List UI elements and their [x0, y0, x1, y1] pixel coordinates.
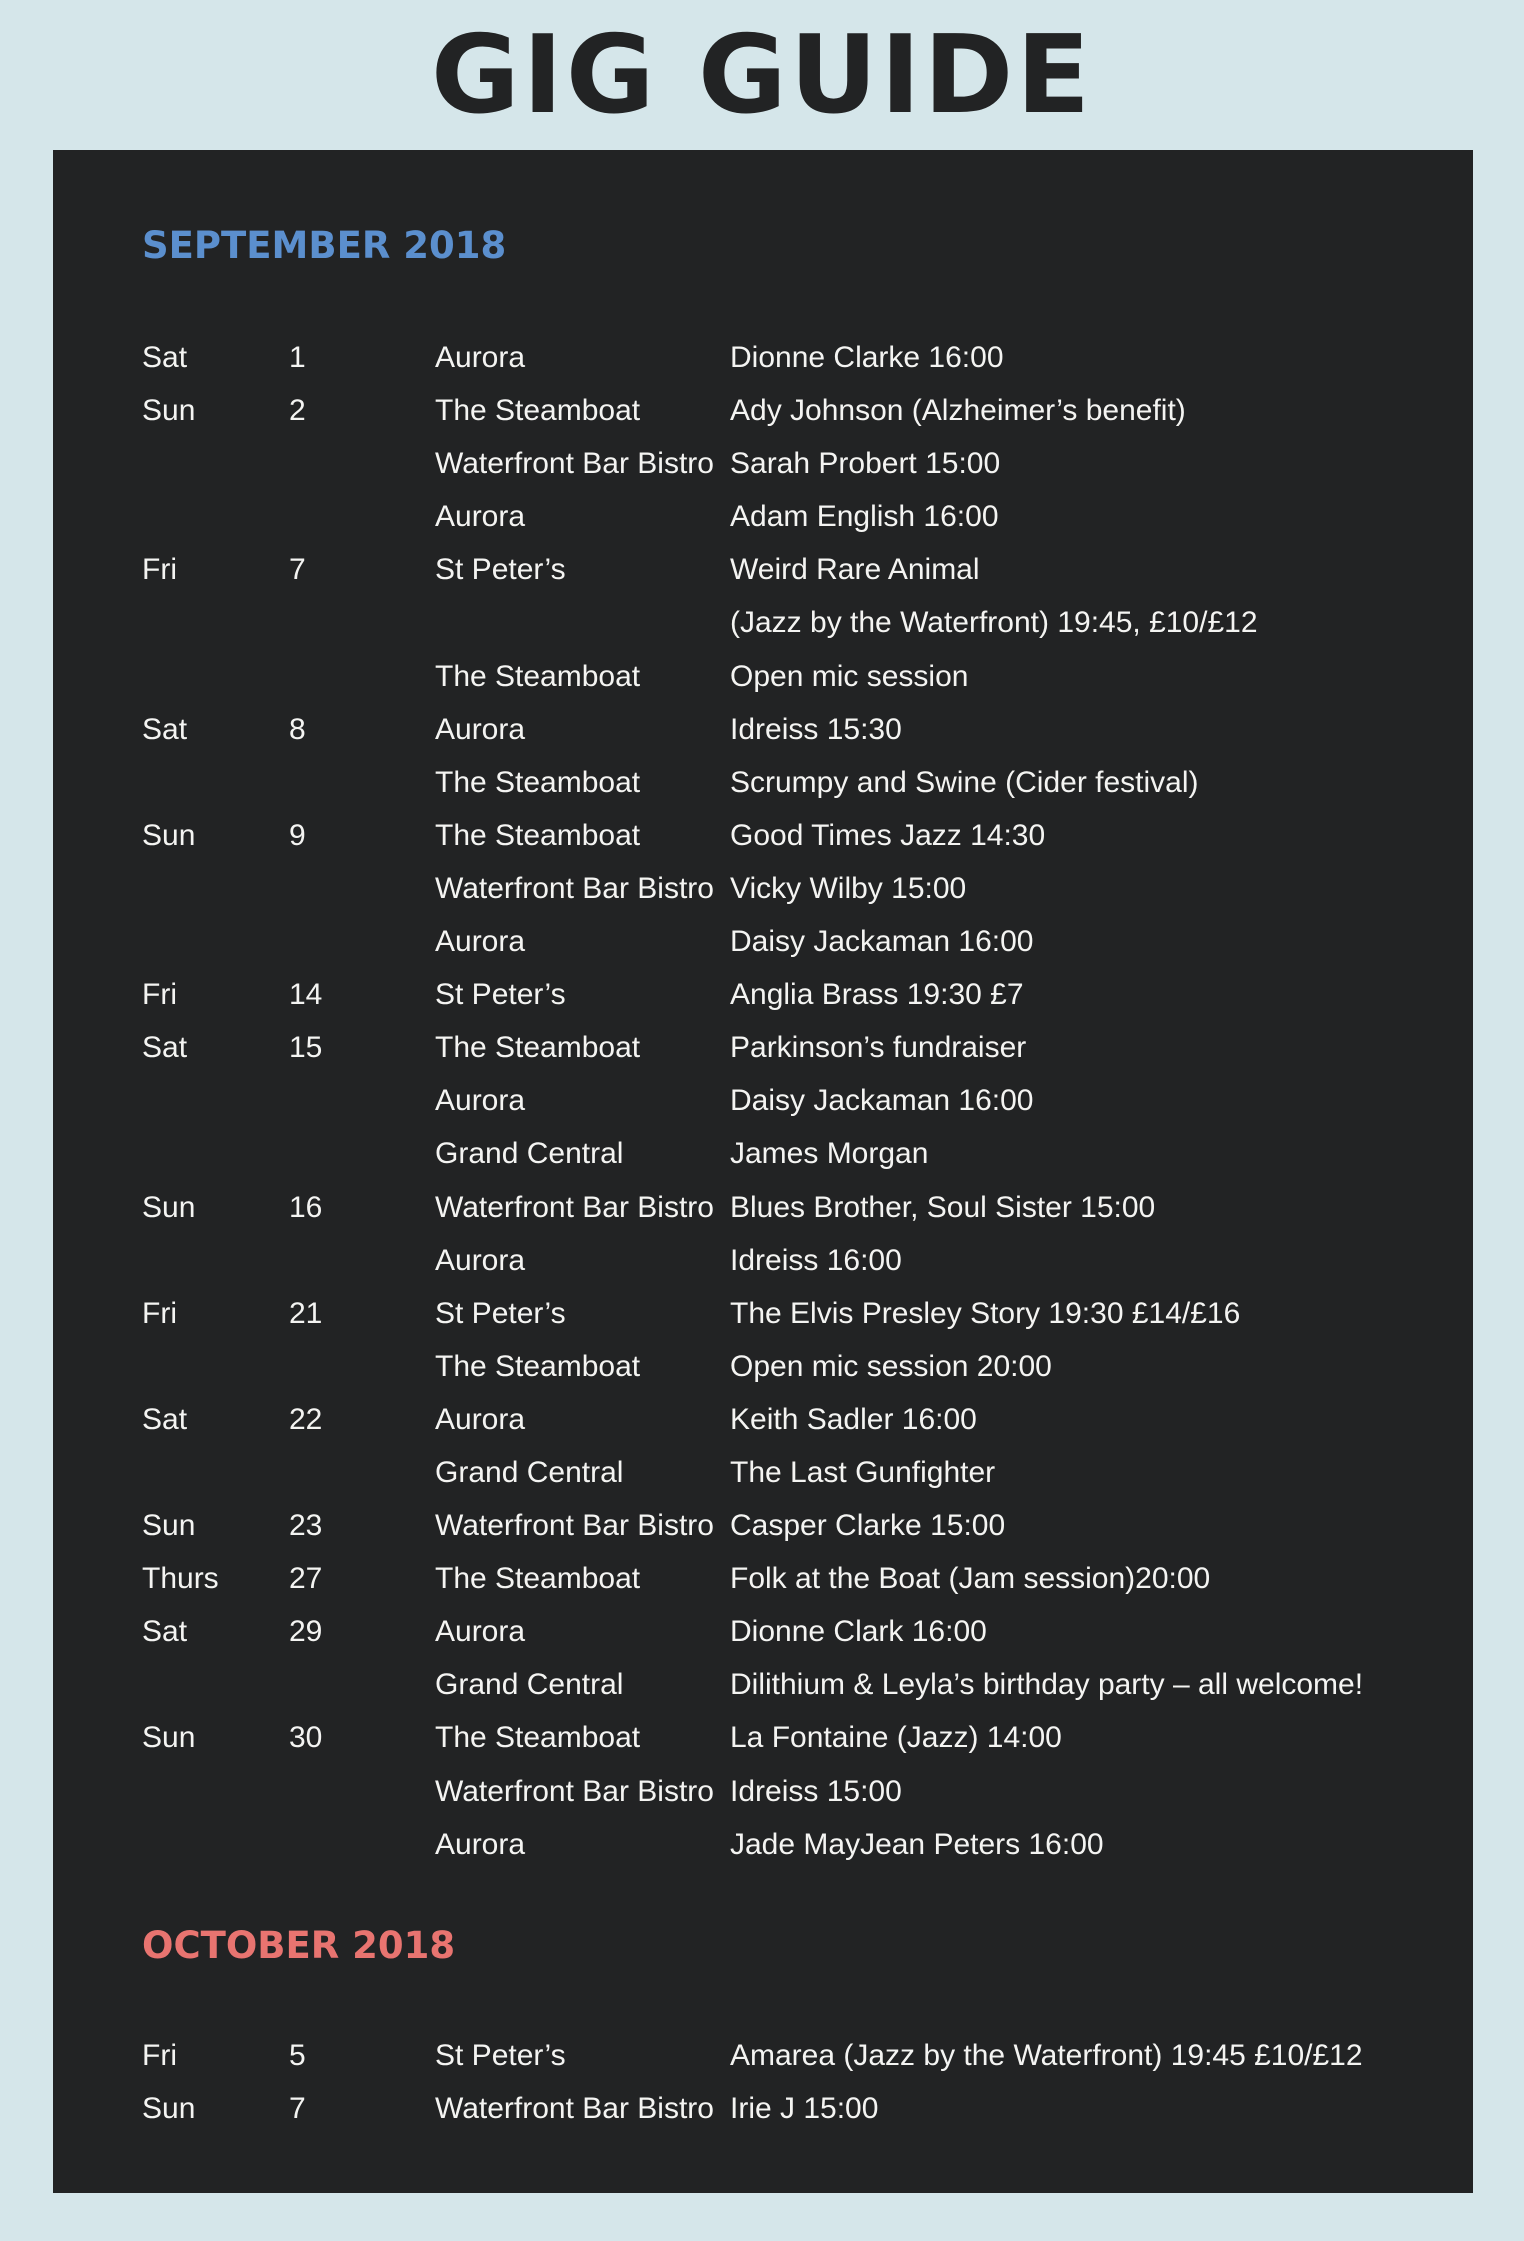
gig-venue: Aurora	[435, 1615, 526, 1649]
gig-day: Sat	[142, 1031, 188, 1065]
gig-row	[53, 1127, 1473, 1180]
gig-act: Dilithium & Leyla’s birthday party – all welcome!	[730, 1668, 1364, 1702]
gig-venue: St Peter’s	[435, 2039, 566, 2072]
gig-date: 30	[289, 1721, 323, 1755]
october-gig-list	[53, 2029, 1473, 2135]
gig-day: Sat	[142, 1402, 188, 1436]
gig-act: Irie J 15:00	[730, 2092, 879, 2126]
gig-act: Sarah Probert 15:00	[730, 447, 1001, 481]
gig-row	[53, 1393, 1473, 1446]
gig-act: Idreiss 15:00	[730, 1774, 902, 1808]
page-title: GIG GUIDE	[430, 13, 1094, 138]
gig-row	[53, 1446, 1473, 1499]
gig-date: 14	[289, 978, 323, 1012]
september-gig-list	[53, 331, 1473, 1871]
gig-act: Daisy Jackaman 16:00	[730, 1084, 1034, 1118]
gig-act: Idreiss 16:00	[730, 1243, 902, 1277]
gig-act: (Jazz by the Waterfront) 19:45, £10/£12	[730, 606, 1258, 640]
gig-venue: Grand Central	[435, 1668, 624, 1702]
gig-venue: Aurora	[435, 925, 526, 959]
gig-act: Idreiss 15:30	[730, 712, 902, 746]
gig-date: 27	[289, 1562, 323, 1596]
gig-row	[53, 1234, 1473, 1287]
gig-venue: The Steamboat	[435, 1031, 641, 1065]
gig-date: 2	[289, 394, 306, 428]
gig-day: Fri	[142, 2039, 177, 2072]
gig-venue: Waterfront Bar Bistro	[435, 2092, 714, 2126]
gig-venue: Aurora	[435, 500, 526, 534]
gig-date: 7	[289, 553, 306, 587]
gig-row	[53, 1287, 1473, 1340]
gig-venue: The Steamboat	[435, 765, 641, 799]
gig-row	[53, 650, 1473, 703]
gig-day: Sat	[142, 1615, 188, 1649]
gig-venue: Aurora	[435, 341, 526, 374]
gig-act: Open mic session	[730, 659, 969, 693]
gig-venue: Waterfront Bar Bistro	[435, 447, 714, 481]
gig-act: Weird Rare Animal	[730, 553, 980, 587]
gig-venue: Waterfront Bar Bistro	[435, 871, 714, 905]
gig-act: Folk at the Boat (Jam session)20:00	[730, 1562, 1211, 1596]
gig-row	[53, 1074, 1473, 1127]
gig-act: La Fontaine (Jazz) 14:00	[730, 1721, 1062, 1755]
gig-act: James Morgan	[730, 1137, 929, 1171]
gig-row	[53, 331, 1473, 384]
gig-row	[53, 1605, 1473, 1658]
gig-row	[53, 968, 1473, 1021]
gig-act: Good Times Jazz 14:30	[730, 818, 1046, 852]
gig-date: 7	[289, 2092, 306, 2126]
gig-row	[53, 490, 1473, 543]
gig-venue: Grand Central	[435, 1137, 624, 1171]
gig-act: Parkinson’s fundraiser	[730, 1031, 1027, 1065]
gig-row	[53, 862, 1473, 915]
gig-row	[53, 1711, 1473, 1764]
september-heading: SEPTEMBER 2018	[142, 224, 507, 267]
gig-row	[53, 915, 1473, 968]
gig-act: Keith Sadler 16:00	[730, 1402, 977, 1436]
gig-row	[53, 1658, 1473, 1711]
gig-row	[53, 543, 1473, 596]
gig-row	[53, 1181, 1473, 1234]
gig-day: Sun	[142, 818, 196, 852]
gig-row	[53, 596, 1473, 649]
gig-act: Casper Clarke 15:00	[730, 1509, 1006, 1543]
gig-row	[53, 1021, 1473, 1074]
gig-day: Fri	[142, 553, 177, 587]
gig-day: Fri	[142, 1296, 177, 1330]
gig-venue: Waterfront Bar Bistro	[435, 1774, 714, 1808]
gig-act: Jade MayJean Peters 16:00	[730, 1827, 1104, 1861]
gig-day: Sun	[142, 394, 196, 428]
gig-date: 9	[289, 818, 306, 852]
gig-act: Adam English 16:00	[730, 500, 999, 534]
gig-venue: St Peter’s	[435, 1296, 566, 1330]
gig-act: Blues Brother, Soul Sister 15:00	[730, 1190, 1156, 1224]
gig-act: Ady Johnson (Alzheimer’s benefit)	[730, 394, 1186, 428]
gig-day: Sun	[142, 1721, 196, 1755]
gig-act: Dionne Clarke 16:00	[730, 341, 1004, 374]
gig-day: Fri	[142, 978, 177, 1012]
gig-venue: The Steamboat	[435, 394, 641, 428]
gig-day: Sat	[142, 712, 188, 746]
gig-venue: Aurora	[435, 1084, 526, 1118]
gig-act: Amarea (Jazz by the Waterfront) 19:45 £10/£12	[730, 2039, 1363, 2072]
gig-row	[53, 384, 1473, 437]
gig-row	[53, 756, 1473, 809]
gig-date: 1	[289, 341, 306, 374]
gig-venue: Grand Central	[435, 1455, 624, 1489]
gig-act: Vicky Wilby 15:00	[730, 871, 967, 905]
gig-listing-panel	[53, 150, 1473, 2193]
gig-date: 22	[289, 1402, 323, 1436]
gig-row	[53, 1499, 1473, 1552]
gig-row	[53, 703, 1473, 756]
gig-act: The Elvis Presley Story 19:30 £14/£16	[730, 1296, 1241, 1330]
gig-date: 23	[289, 1509, 323, 1543]
gig-day: Thurs	[142, 1562, 219, 1596]
gig-row	[53, 809, 1473, 862]
gig-venue: Aurora	[435, 1827, 526, 1861]
gig-day: Sat	[142, 341, 188, 374]
gig-row	[53, 2082, 1473, 2135]
gig-row	[53, 437, 1473, 490]
gig-row	[53, 2029, 1473, 2082]
gig-row	[53, 1552, 1473, 1605]
gig-date: 8	[289, 712, 306, 746]
gig-day: Sun	[142, 1190, 196, 1224]
gig-act: The Last Gunfighter	[730, 1455, 996, 1489]
gig-act: Anglia Brass 19:30 £7	[730, 978, 1024, 1012]
gig-venue: Waterfront Bar Bistro	[435, 1190, 714, 1224]
gig-date: 16	[289, 1190, 323, 1224]
gig-date: 5	[289, 2039, 306, 2072]
gig-act: Dionne Clark 16:00	[730, 1615, 987, 1649]
gig-venue: Aurora	[435, 712, 526, 746]
gig-row	[53, 1765, 1473, 1818]
gig-date: 29	[289, 1615, 323, 1649]
gig-act: Open mic session 20:00	[730, 1349, 1052, 1383]
gig-venue: Aurora	[435, 1243, 526, 1277]
gig-act: Scrumpy and Swine (Cider festival)	[730, 765, 1199, 799]
gig-date: 21	[289, 1296, 323, 1330]
gig-day: Sun	[142, 1509, 196, 1543]
gig-venue: St Peter’s	[435, 978, 566, 1012]
gig-venue: The Steamboat	[435, 1349, 641, 1383]
gig-row	[53, 1818, 1473, 1871]
gig-venue: The Steamboat	[435, 659, 641, 693]
gig-date: 15	[289, 1031, 323, 1065]
gig-act: Daisy Jackaman 16:00	[730, 925, 1034, 959]
gig-venue: Waterfront Bar Bistro	[435, 1509, 714, 1543]
gig-row	[53, 1340, 1473, 1393]
gig-venue: The Steamboat	[435, 818, 641, 852]
gig-venue: Aurora	[435, 1402, 526, 1436]
october-heading: OCTOBER 2018	[142, 1924, 456, 1967]
gig-day: Sun	[142, 2092, 196, 2126]
gig-venue: St Peter’s	[435, 553, 566, 587]
gig-venue: The Steamboat	[435, 1562, 641, 1596]
gig-venue: The Steamboat	[435, 1721, 641, 1755]
